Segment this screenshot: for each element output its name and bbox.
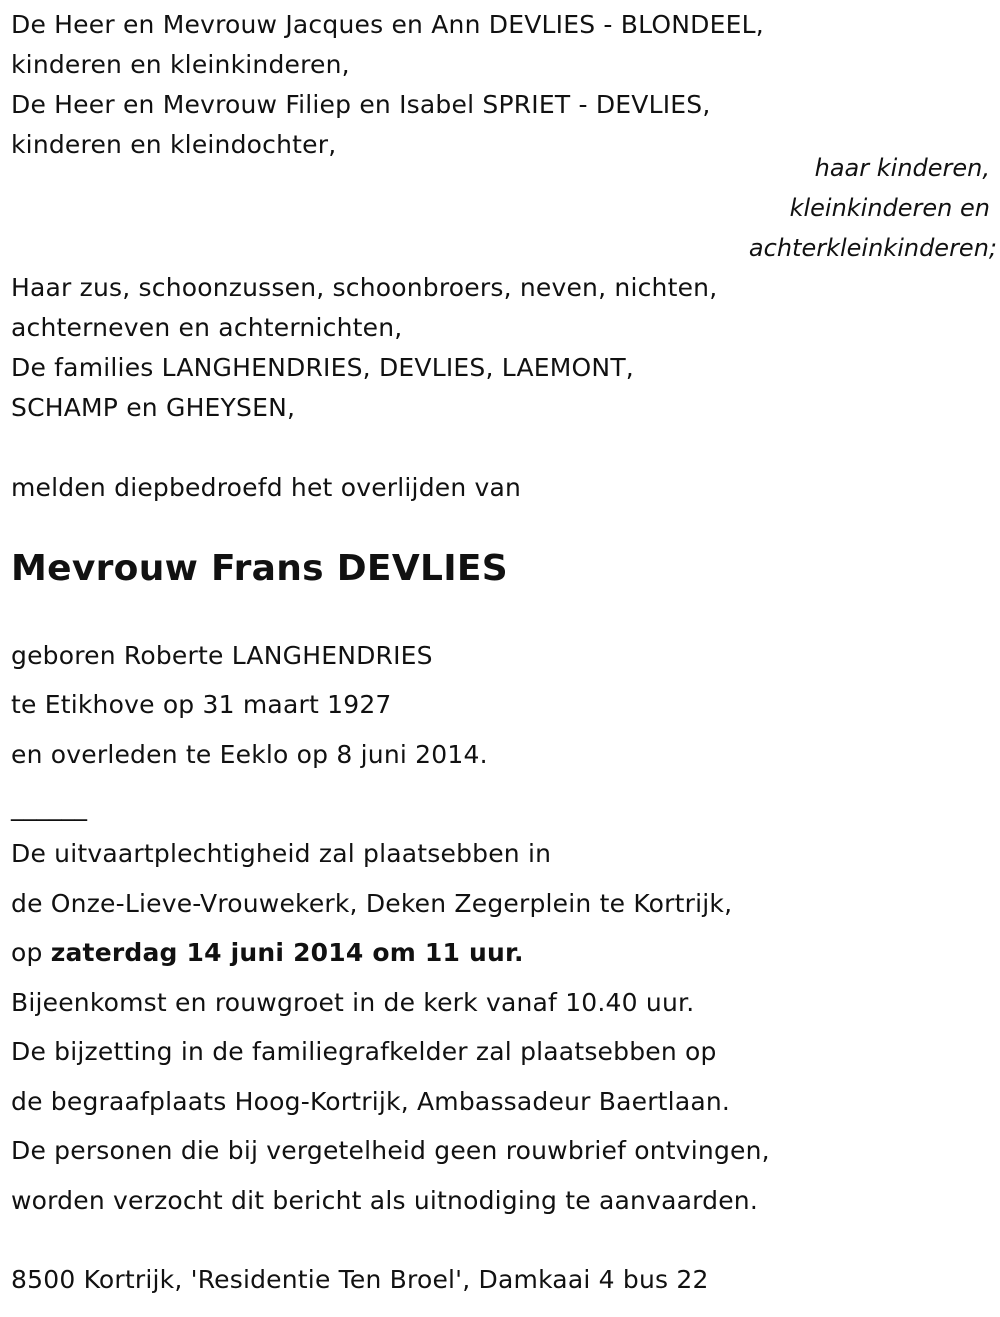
family-line-1: De Heer en Mevrouw Jacques en Ann DEVLIES - BLONDEEL, (11, 10, 764, 39)
funeral-date-time: zaterdag 14 juni 2014 om 11 uur. (50, 938, 524, 967)
funeral-line-6: de begraafplaats Hoog-Kortrijk, Ambassadeur Baertlaan. (11, 1087, 731, 1116)
funeral-line-7: De personen die bij vergetelheid geen rouwbrief ontvingen, (11, 1136, 770, 1165)
death-place-date: en overleden te Eeklo op 8 juni 2014. (11, 740, 488, 769)
funeral-line-8: worden verzocht dit bericht als uitnodiging te aanvaarden. (11, 1186, 759, 1215)
right-line-1: haar kinderen, (814, 154, 990, 182)
right-line-3: achterkleinkinderen; (748, 234, 997, 262)
family-line-2: kinderen en kleinkinderen, (11, 50, 350, 79)
funeral-line-3 (11, 938, 524, 968)
funeral-line-2: de Onze-Lieve-Vrouwekerk, Deken Zegerplein te Kortrijk, (11, 889, 733, 918)
relatives-line-2: achterneven en achternichten, (11, 313, 403, 342)
family-line-3: De Heer en Mevrouw Filiep en Isabel SPRIET - DEVLIES, (11, 90, 711, 119)
funeral-line-1: De uitvaartplechtigheid zal plaatsebben in (11, 839, 552, 868)
relatives-line-1: Haar zus, schoonzussen, schoonbroers, neven, nichten, (11, 273, 718, 302)
birth-name: geboren Roberte LANGHENDRIES (11, 641, 433, 670)
announcement-text: melden diepbedroefd het overlijden van (11, 473, 522, 502)
family-line-4: kinderen en kleindochter, (11, 130, 337, 159)
separator: ______ (11, 792, 88, 821)
funeral-date-prefix: op (11, 938, 51, 967)
relatives-line-3: De families LANGHENDRIES, DEVLIES, LAEMONT, (11, 353, 634, 382)
funeral-line-5: De bijzetting in de familiegrafkelder zal plaatsebben op (11, 1037, 717, 1066)
address: 8500 Kortrijk, 'Residentie Ten Broel', Damkaai 4 bus 22 (11, 1265, 709, 1294)
deceased-name: Mevrouw Frans DEVLIES (11, 548, 509, 589)
birth-place-date: te Etikhove op 31 maart 1927 (11, 690, 392, 719)
right-line-2: kleinkinderen en (789, 194, 990, 222)
funeral-line-4: Bijeenkomst en rouwgroet in de kerk vanaf 10.40 uur. (11, 988, 695, 1017)
relatives-line-4: SCHAMP en GHEYSEN, (11, 393, 296, 422)
